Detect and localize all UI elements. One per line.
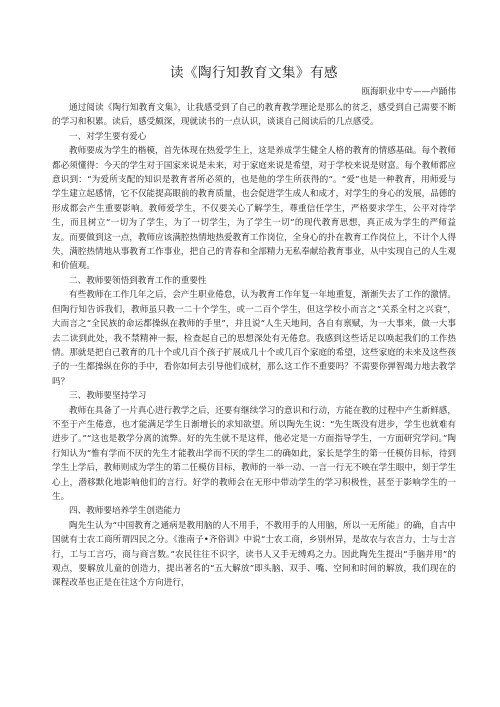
section-heading-1: 一、对学生要有爱心 [69, 131, 147, 142]
section-body-2: 有些教师在工作几年之后，会产生职业倦怠，认为教育工作年复一年地重复，渐渐失去了工作的激情。但陶行知告诉我们，教师虽只教一二十个学生，或一二百个学生，但这学校小而言之“关系全村之兴衰”，大而言之“全民族的命运都操纵在教师的手里”，并且说“人生天地间，各自有禀赋，为一大事来，做一大事去二读到此处，我不禁精神一振，检查起自己的思想深处有无倦怠。我感到这些话足以唤起我们的工作热情。那就是把自己教育的几十个或几百个孩子扩展成几十个或几百个家庭的希望，这些家庭的未来及这些孩子的一生都操纵在你的手中，看你如何去引导他们成材，那么这工作不重要吗？不需要你弹智竭力地去教学吗？ [52, 290, 456, 387]
section-body-3: 教师在具备了一片真心进行教学之后，还要有继续学习的意识和行动，方能在教的过程中产生新鲜感，不至于产生倦意，也才能满足学生日渐增长的求知欲望。所以陶先生说：“先生既没有进步，学生也就难有进步了。”“这也是教学分离的流弊。好的先生就不是这样，他必定是一方面指导学生，一方面研究学问。”陶行知认为“惟有学而不厌的先生才能教出学而不厌的学生二的确如此，家长是学生的第一任模仿目标，待到学生上学后，教师则成为学生的第二任模仿目标，教师的一举一动、一言一行无不映在学生眼中，刻于学生心上，潜移默化地影响他们的言行。好学的教师会在无形中带动学生的学习积极性，甚至于影响学生的一生。 [52, 405, 456, 502]
section-heading-2: 二、教师要领悟到教育工作的重要性 [69, 275, 207, 286]
section-body-4: 陶先生认为“中国教育之通病是教用脑的人不用手，不教用手的人用脑，所以一无所能」的确，自古中国就有士农工商所谓四民之分。《淮南子•齐俗训》中说“士农工商，乡别州异，是故农与农言力，士与士言行，工与工言巧，商与商言数。”农民往往不识字，读书人又手无缚鸡之力。因此陶先生提出“手脑并用”的观点，要解放儿童的创造力，提出著名的“五大解放”即头脑、双手、嘴、空间和时间的解放，我们现在的课程改革也正是在往这个方向进行， [52, 520, 456, 589]
section-heading-3: 三、教师要坚持学习 [69, 391, 147, 402]
section-body-1: 教师要成为学生的楷模，首先体现在热爱学生上，这是养成学生健全人格的教育的情感基础。每个教师都必须懂得：今天的学生对于国家来说是未来，对于家庭来说是希望，对于学校来说是财富。每个教师都应意识到：“为爱所支配的知识是教育者所必须的，也是他的学生所获得的“。“爱”也是一种教育，用师爱与学生建立起感情，它不仅能提高眼前的教育质量，也会促进学生成人和成才，对学生的身心的发展，品德的形成都会产生重要影响。教师爱学生，不仅要关心了解学生，尊重信任学生，严格要求学生，公平对待学生，而且树立“一切为了学生，为了一切学生，为了学生一切”的现代教育思想，真正成为学生的严师益友。而要做到这一点，教师应该满腔热情地热爱教育工作岗位，全身心的扑在教育工作岗位上，不计个人得失，满腔热情地从事教育工作事业，把自己的青春和全部精力无私奉献给教育事业，从中实现自己的人生观和价值观。 [52, 146, 456, 272]
document-title: 读《陶行知教育文集》有感 [170, 65, 338, 81]
section-heading-4: 四、教师要培养学生创造能力 [69, 506, 181, 517]
intro-paragraph: 通过阅读《陶行知教育文集》，让我感受到了自己的教育教学理论是那么的贫乏，感受到自己需要不断的学习和积累。读后，感受颇深，现就读书的一点认识，谈谈自己阅读后的几点感受。 [52, 103, 456, 128]
author-line: 瓯海职业中专——卢踊伟 [361, 87, 456, 97]
document-page [52, 64, 456, 591]
